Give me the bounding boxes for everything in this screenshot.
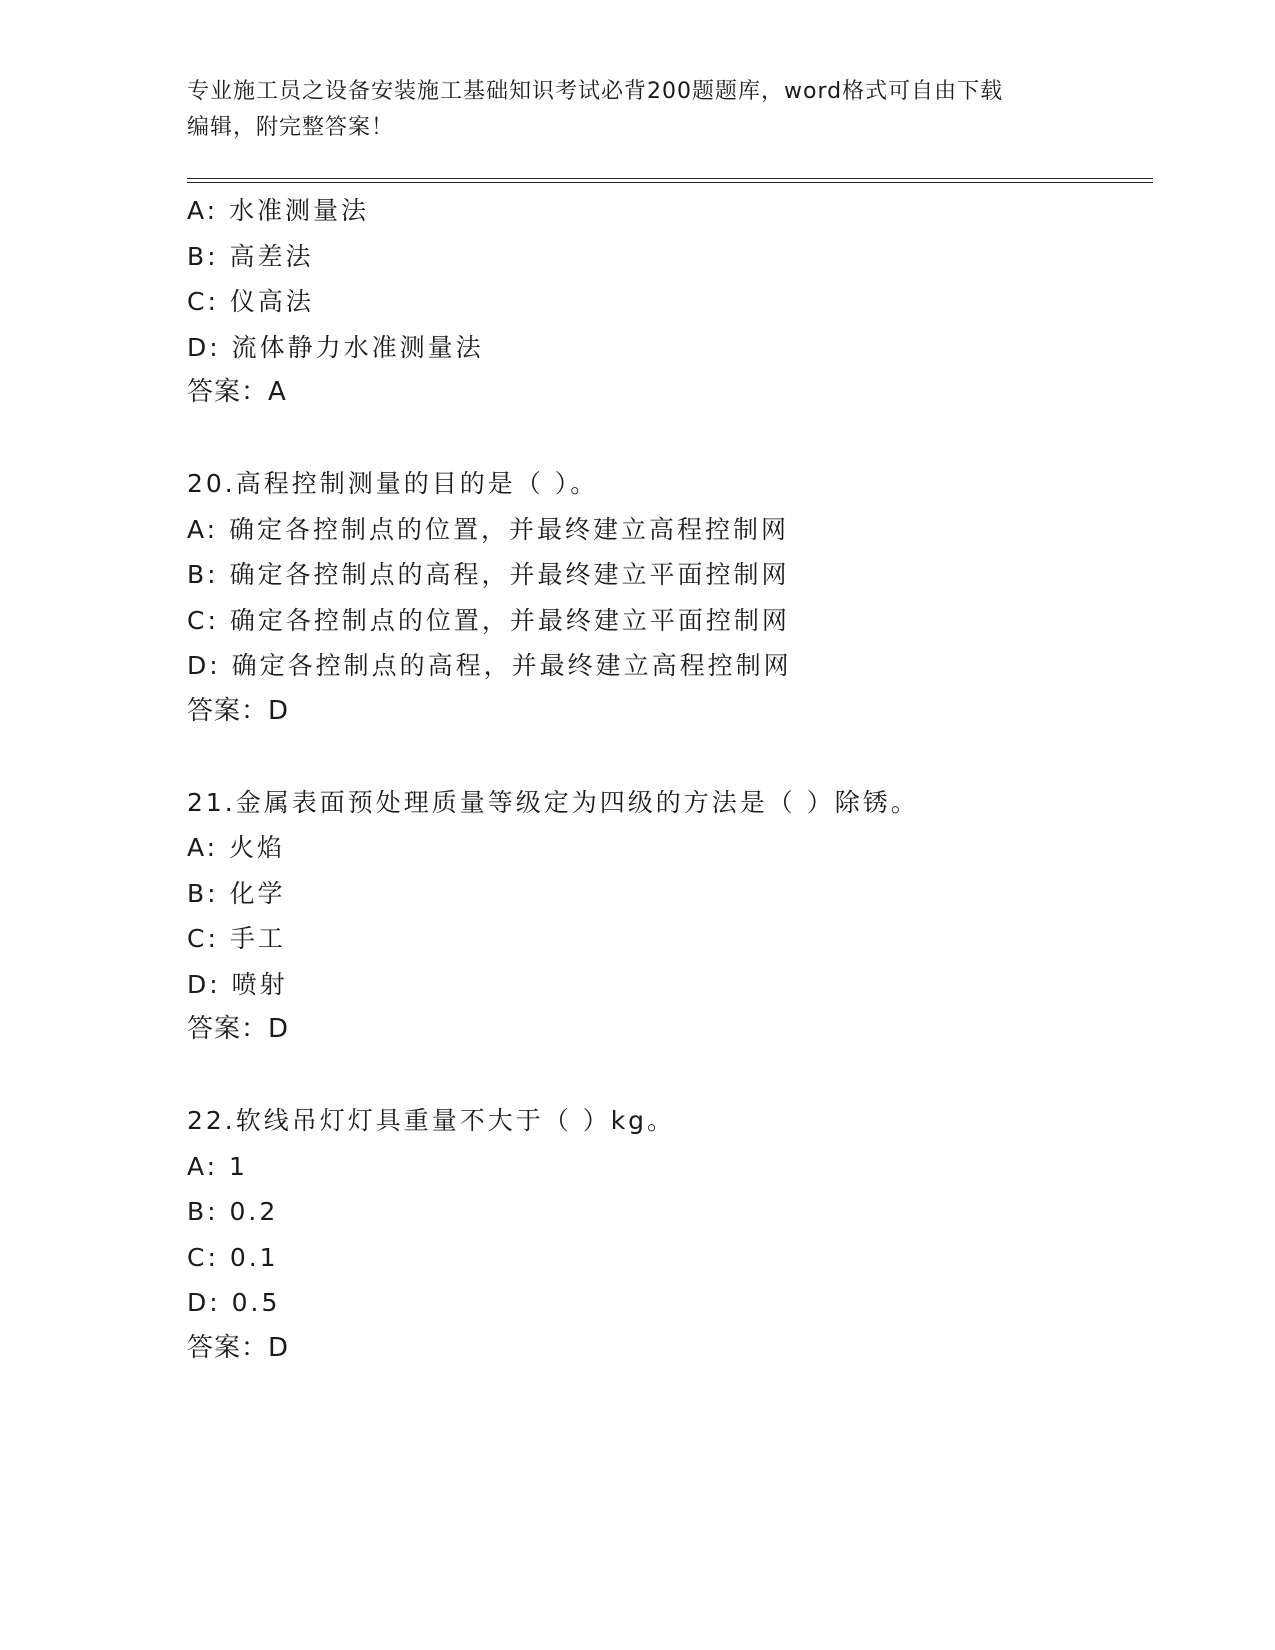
q20-question: 20.高程控制测量的目的是（ ）。 — [187, 469, 599, 498]
q19-option-d: D: 流体静力水准测量法 — [187, 332, 484, 362]
spacer — [187, 416, 1153, 462]
q21-option-b: B: 化学 — [187, 878, 286, 908]
question-19-block — [187, 188, 1153, 416]
q20-option-a: A: 确定各控制点的位置，并最终建立高程控制网 — [187, 514, 790, 544]
header-line-1: 专业施工员之设备安装施工基础知识考试必背200题题库，word格式可自由下载 — [187, 79, 1004, 104]
q21-answer: 答案：D — [187, 1014, 290, 1044]
question-22-block — [187, 1098, 1153, 1371]
q22-option-d: D: 0.5 — [187, 1288, 281, 1317]
q19-answer: 答案：A — [187, 377, 287, 407]
q21-option-a: A: 火焰 — [187, 833, 286, 862]
q22-answer: 答案：D — [187, 1332, 290, 1363]
q19-option-c: C: 仪高法 — [187, 287, 314, 316]
q22-question: 22.软线吊灯灯具重量不大于（ ）kg。 — [187, 1106, 676, 1135]
q21-question: 21.金属表面预处理质量等级定为四级的方法是（ ）除锈。 — [187, 787, 919, 817]
header-divider-top — [187, 178, 1153, 179]
spacer — [187, 734, 1153, 780]
q21-option-c: C: 手工 — [187, 924, 286, 953]
q22-option-c: C: 0.1 — [187, 1242, 279, 1272]
question-list — [187, 188, 1153, 1371]
q21-option-d: D: 喷射 — [187, 969, 288, 999]
document-header — [187, 74, 1077, 146]
question-20-block — [187, 461, 1153, 734]
question-21-block — [187, 780, 1153, 1053]
q19-option-b: B: 高差法 — [187, 241, 314, 271]
q19-option-a: A: 水准测量法 — [187, 196, 370, 225]
q20-option-d: D: 确定各控制点的高程，并最终建立高程控制网 — [187, 651, 792, 680]
q20-option-b: B: 确定各控制点的高程，并最终建立平面控制网 — [187, 560, 790, 589]
q20-answer: 答案：D — [187, 695, 290, 726]
header-line-2: 编辑，附完整答案！ — [187, 115, 395, 140]
header-divider-bottom — [187, 182, 1153, 183]
q20-option-c: C: 确定各控制点的位置，并最终建立平面控制网 — [187, 605, 790, 635]
q22-option-a: A: 1 — [187, 1151, 248, 1181]
q22-option-b: B: 0.2 — [187, 1197, 279, 1226]
spacer — [187, 1053, 1153, 1099]
